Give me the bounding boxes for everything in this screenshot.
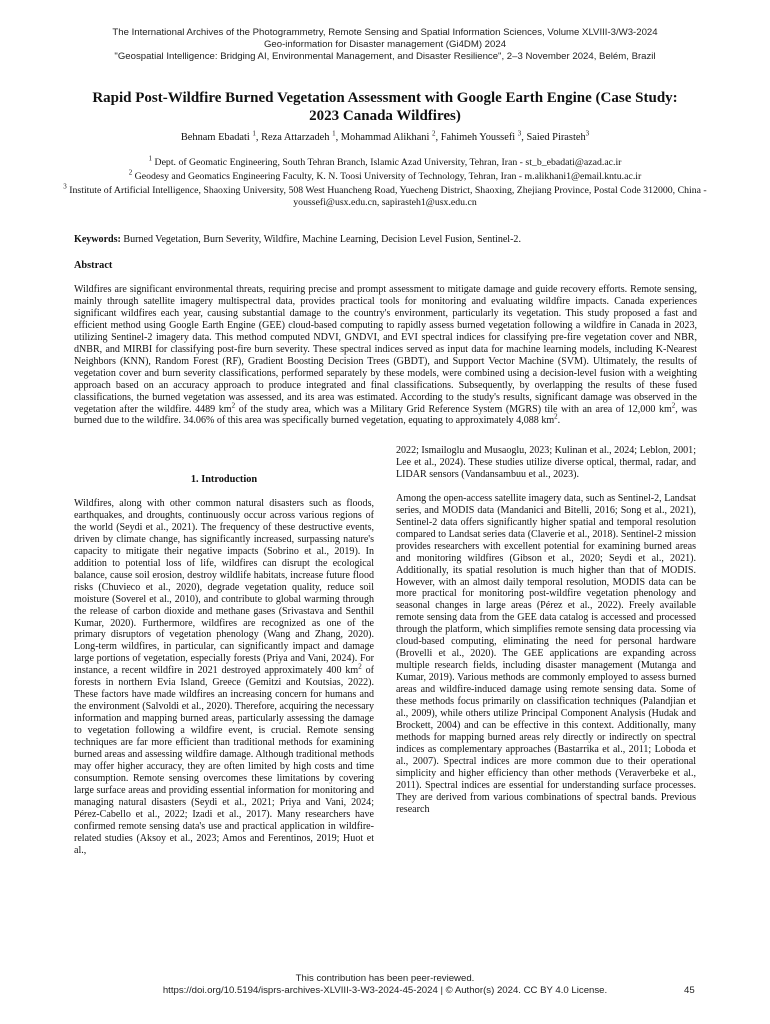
column-left <box>74 498 374 857</box>
paragraph: 2022; Ismailoglu and Musaoglu, 2023; Kulinan et al., 2024; Leblon, 2001; Lee et al., 2024). These studies utilize diverse optical, thermal, radar, and LIDAR sensors (Vandansambuu et al., 2023). <box>396 445 696 480</box>
affiliation-2 <box>60 168 710 183</box>
author-name: , Saied Pirasteh <box>521 132 586 143</box>
author-name: , Reza Attarzadeh <box>255 132 333 143</box>
affiliation-1 <box>60 154 710 169</box>
superscript: 2 <box>358 663 362 671</box>
keywords <box>74 234 696 246</box>
affiliation-mark: 3 <box>63 182 67 191</box>
author-list <box>40 131 730 144</box>
abstract-text: of the study area, which was a Military Grid Reference System (MGRS) tile with an area of 12,000 km <box>235 403 672 415</box>
author-affil-mark: 2 <box>432 129 436 138</box>
footer <box>40 973 730 997</box>
affiliation-mark: 2 <box>128 168 133 177</box>
column-right <box>396 445 696 816</box>
abstract-text: , was burned due to the wildfire. 34.06% of this area was specifically burned vegetation, equating to approximately 4,088 km <box>74 403 698 427</box>
paragraph-text: Wildfires, along with other common natural disasters such as floods, earthquakes, and droughts, continuously occur across various regions of the world (Seydi et al., 2021). The frequency of these destructive events, driven by climate change, has significantly increased, surpassing nature's capacity to mitigate their negative impacts (Sobrino et al., 2019). In addition to potential loss of life, wildfires can disrupt the ecological balance, cause soil erosion, destroy wildlife habitats, increase future flood risks (Chuvieco et al., 2020), degrade vegetation quality, reduce soil moisture (Soverel et al., 2010), and contribute to global warming through the release of carbon dioxide and methane gases (Srivastava and Senthil Kumar, 2020). Furthermore, wildfires are recognized as one of the primary disruptors of vegetation phenology (Wang and Zhang, 2020). Long-term wildfires, in particular, can significantly impact and damage large portions of vegetation, especially forests (Priya and Vani, 2024). For instance, a recent wildfire in 2021 destroyed approximately 400 km <box>74 498 374 677</box>
superscript: 2 <box>231 401 236 410</box>
paragraph: Among the open-access satellite imagery data, such as Sentinel-2, Landsat series, and MODIS data (Mandanici and Bitelli, 2016; Song et al., 2021), Sentinel-2 data offers significantly higher spatial and temporal resolution compared to Landsat series data (Claverie et al., 2018). Sentinel-2 mission provides researchers with excellent potential for examining burned areas and monitoring wildfires (Gibson et al., 2020; Seydi et al., 2021). Additionally, its spatial resolution is much higher than that of MODIS. However, with an almost daily temporal resolution, MODIS data can be more practical for monitoring post-wildfire vegetation phenology and seasonal changes in large areas (Pérez et al., 2022). Freely available remote sensing data from the GEE data catalog is accessed and processed through the platform, which simplifies remote sensing data processing via cloud-based computing, eliminating the need for personal hardware (Brovelli et al., 2020). The GEE applications are expanding across multiple research fields, including disaster management (Mutanga and Kumar, 2019). Various methods are commonly employed to assess burned areas and wildfire-induced damage using remote sensing data. Some of these methods focus primarily on classification techniques (Palandjian et al., 2009), while others utilize Principal Component Analysis (Hudak and Brockett, 2004) and can be effective in this context. Additionally, many methods for mapping burned areas rely directly or indirectly on spectral indices as complementary approaches (Bastarrika et al., 2011; Loboda et al., 2007). Spectral indices are more common due to their operational simplicity and higher efficiency than other methods (Veraverbeke et al., 2011). Spectral indices are essential for understanding surface processes. They are derived from various combinations of spectral bands. Previous research <box>396 492 696 815</box>
author-affil-mark: 3 <box>517 129 522 138</box>
paragraph-text: of forests in northern Evia Island, Greece (Gemitzi and Koutsias, 2022). These factors have made wildfires an increasing concern for humans and the environment (Salvoldi et al., 2020). Therefore, acquiring the necessary information and mapping burned areas, particularly assessing the damage to vegetation following a wildfire event, is crucial. Remote sensing techniques are far more efficient than traditional methods for examining burned areas and assessing wildfire damage. Although traditional methods may offer higher accuracy, they are often limited by high costs and time consumption. Remote sensing overcomes these limitations by covering large surface areas and providing essential information for monitoring and managing natural disasters (Seydi et al., 2021; Priya and Vani, 2024; Pérez-Cabello et al., 2022; Izadi et al., 2017). Many researchers have confirmed remote sensing data's use and practical application in wildfire-related studies (Aksoy et al., 2023; Amos and Ferentinos, 2019; Huot et al., <box>74 665 374 856</box>
affiliation-text: Dept. of Geomatic Engineering, South Tehran Branch, Islamic Azad University, Tehran, Iran - st_b_ebadati@azad.ac.ir <box>152 157 622 168</box>
keywords-label: Keywords: <box>74 234 121 245</box>
paper-title <box>60 90 710 125</box>
header-line-2: Geo-information for Disaster management (Gi4DM) 2024 <box>263 39 507 50</box>
header-line-1: The International Archives of the Photogrammetry, Remote Sensing and Spatial Information Sciences, Volume XLVIII-3/W3-2024 <box>112 27 658 38</box>
abstract-text: Wildfires are significant environmental threats, requiring precise and prompt assessment to mitigate damage and guide recovery efforts. Remote sensing, mainly through satellite imagery multispectral data, provides practical tools for monitoring and evaluating wildfire impacts. Canada experiences significant wildfires each year, causing substantial damage to the country's environment, particularly its vegetation. This study proposed a fast and efficient method using Google Earth Engine (GEE) cloud-based computing to rapidly assess burned vegetation following a wildfire in Canada in 2023, utilizing Sentinel-2 imagery data. This method computed NDVI, GNDVI, and EVI spectral indices for classifying pre-fire vegetation cover and NBR, dNBR, and MIRBI for classifying post-fire burn severity. These spectral indices served as input data for machine learning models, including K-Nearest Neighbors (KNN), Random Forest (RF), Gradient Boosting Decision Trees (GBDT), and Support Vector Machine (SVM). Ultimately, the results of vegetation cover and burn severity classifications, performed separately by these models, were combined using a decision-level fusion with a weighting approach based on an accuracy approach to produce integrated and final classifications. Subsequently, by overlapping the results of these fused classifications, the burned vegetation was assessed, and its area was estimated. According to the study's results, significant damage was observed in the vegetation after the wildfire. 4489 km <box>74 284 697 415</box>
affiliation-text: Institute of Artificial Intelligence, Shaoxing University, 508 West Huancheng Road, Yuecheng District, Shaoxing, Zhejiang Province, Postal Code 312000, China - youssefi@usx.edu.cn, sapirasteh1@usx.edu.cn <box>66 185 707 209</box>
author-name: , Mohammad Alikhani <box>335 132 432 143</box>
page-number: 45 <box>684 985 695 996</box>
author-affil-mark: 3 <box>585 129 590 138</box>
footer-review-note: This contribution has been peer-reviewed. <box>295 973 475 984</box>
keywords-text: Burned Vegetation, Burn Severity, Wildfire, Machine Learning, Decision Level Fusion, Sentinel-2. <box>120 234 521 245</box>
footer-doi-license: https://doi.org/10.5194/isprs-archives-XLVIII-3-W3-2024-45-2024 | © Author(s) 2024. CC BY 4.0 License. <box>162 985 608 996</box>
section-heading-introduction: 1. Introduction <box>190 474 258 485</box>
header-line-3: "Geospatial Intelligence: Bridging AI, Environmental Management, and Disaster Resilience", 2–3 November 2024, Belém, Brazil <box>114 51 656 62</box>
author-name: , Fahimeh Youssefi <box>435 132 518 143</box>
abstract-body <box>74 284 697 427</box>
abstract-heading: Abstract <box>74 260 113 271</box>
superscript: 2 <box>671 401 676 410</box>
abstract-text: . <box>557 415 561 427</box>
author-affil-mark: 1 <box>252 129 256 138</box>
affiliation-text: Geodesy and Geomatics Engineering Faculty, K. N. Toosi University of Technology, Tehran, Iran - m.alikhani1@email.kntu.ac.ir <box>132 171 642 182</box>
affiliation-mark: 1 <box>148 154 153 163</box>
title-line-1: Rapid Post-Wildfire Burned Vegetation Assessment with Google Earth Engine (Case Study: <box>92 90 678 106</box>
affiliation-3 <box>60 182 710 209</box>
superscript: 2 <box>554 413 558 422</box>
title-line-2: 2023 Canada Wildfires) <box>309 107 461 124</box>
running-header <box>40 27 730 63</box>
author-affil-mark: 1 <box>332 129 336 138</box>
author-name: Behnam Ebadati <box>180 132 253 143</box>
